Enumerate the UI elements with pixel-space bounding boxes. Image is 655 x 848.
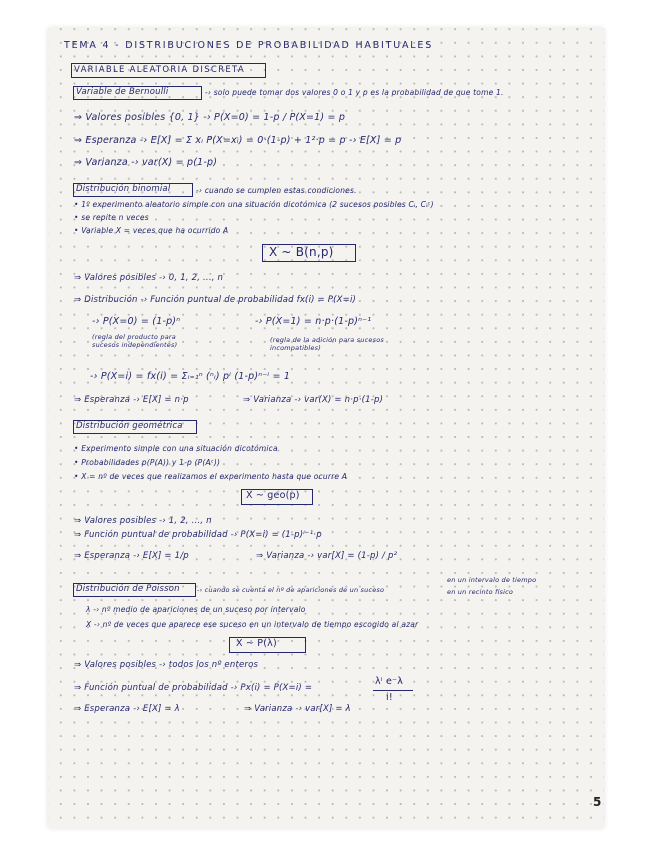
poisson-pmf-numerator: λⁱ e⁻λ	[375, 676, 404, 687]
page-title: TEMA 4 - DISTRIBUCIONES DE PROBABILIDAD HABITUALES	[64, 40, 434, 51]
geometric-bullet: • Experimento simple con una situación dicotómica	[74, 444, 278, 453]
poisson-values: ⇒ Valores posibles -› todos los nº enteros	[74, 660, 259, 670]
page-number: 5	[593, 795, 602, 809]
binomial-bullet: • se repite n veces	[74, 213, 149, 222]
poisson-brace-top: en un intervalo de tiempo	[447, 576, 537, 584]
binomial-note-zero: (regla del producto para sucesos independientes)	[92, 333, 178, 349]
geometric-mean: ⇒ Esperanza -› E[X] = 1/p	[74, 551, 189, 561]
bernoulli-values: ⇒ Valores posibles {0, 1} -› P(X=0) = 1-p / P(X=1) = p	[74, 112, 346, 123]
bernoulli-description: -› solo puede tomar dos valores 0 o 1 y p es la probabilidad de que tome 1.	[205, 88, 504, 97]
geometric-model: X ~ geo(p)	[246, 490, 300, 501]
geometric-variance: ⇒ Varianza -› var[X] = (1-p) / p²	[256, 551, 398, 561]
binomial-values: ⇒ Valores posibles -› 0, 1, 2, ..., n	[74, 273, 224, 283]
geometric-values: ⇒ Valores posibles -› 1, 2, ..., n	[74, 516, 212, 526]
poisson-model: X ~ P(λ)	[236, 638, 277, 649]
poisson-description: -› cuando se cuenta el nº de apariciones de un suceso	[197, 586, 385, 594]
binomial-mean: ⇒ Esperanza -› E[X] = n·p	[74, 395, 189, 405]
poisson-variance: ⇒ Varianza -› var[X] = λ	[244, 704, 351, 714]
bernoulli-mean: ⇒ Esperanza -› E[X] = Σ xᵢ P(X=xᵢ) = 0·(1-p) + 1²·p = p -› E[X] = p	[74, 135, 402, 146]
bernoulli-variance: ⇒ Varianza -› var(X) = p(1-p)	[74, 157, 218, 168]
geometric-bullet: • X = nº de veces que realizamos el experimento hasta que ocurre A	[74, 472, 348, 481]
binomial-model: X ~ B(n,p)	[269, 245, 334, 259]
binomial-note-one: (regla de la adición para sucesos incompatibles)	[270, 336, 384, 352]
poisson-mean: ⇒ Esperanza -› E[X] = λ	[74, 704, 180, 714]
bernoulli-heading: Variable de Bernoulli	[76, 87, 169, 97]
binomial-pmf-zero: -› P(X=0) = (1-p)ⁿ	[92, 316, 181, 327]
geometric-bullet: • Probabilidades p(P(A)) y 1-p (P(Aᶜ))	[74, 458, 221, 467]
poisson-x-definition: X -› nº de veces que aparece ese suceso en un intervalo de tiempo escogido al azar	[86, 620, 419, 629]
geometric-pmf: ⇒ Función puntual de probabilidad -› P(X=i) = (1-p)ⁱ⁻¹·p	[74, 530, 322, 540]
binomial-pmf-one: -› P(X=1) = n·p·(1-p)ⁿ⁻¹	[255, 316, 372, 327]
binomial-description: -› cuando se cumplen estas condiciones.	[196, 186, 357, 195]
poisson-lambda-definition: λ -› nº medio de apariciones de un suceso por intervalo	[86, 605, 306, 614]
binomial-pmf-general: -› P(X=i) = fx(i) = Σᵢ₌₁ⁿ (ⁿᵢ) pⁱ (1-p)ⁿ⁻ⁱ = 1	[90, 371, 291, 382]
binomial-bullet: • 1º experimento aleatorio simple con una situación dicotómica (2 sucesos posibles Cᵢ, Cᵢᶜ)	[74, 200, 434, 209]
section-title: VARIABLE ALEATORIA DISCRETA	[74, 65, 245, 75]
binomial-variance: ⇒ Varianza -› var(X) = n·p·(1-p)	[243, 395, 384, 405]
binomial-bullet: • Variable X = veces que ha ocurrido A	[74, 226, 229, 235]
poisson-heading: Distribución de Poisson	[76, 584, 180, 594]
geometric-heading: Distribución geométrica	[76, 421, 183, 431]
poisson-pmf-denominator: i!	[386, 692, 393, 703]
poisson-pmf: ⇒ Función puntual de probabilidad -› Px(i) = P(X=i) =	[74, 683, 313, 693]
poisson-brace-bottom: en un recinto físico	[447, 588, 514, 596]
fraction-bar	[373, 690, 413, 691]
binomial-heading: Distribución binomial	[76, 184, 171, 194]
binomial-pmf-label: ⇒ Distribución -› Función puntual de probabilidad fx(i) = P(X=i)	[74, 295, 357, 305]
